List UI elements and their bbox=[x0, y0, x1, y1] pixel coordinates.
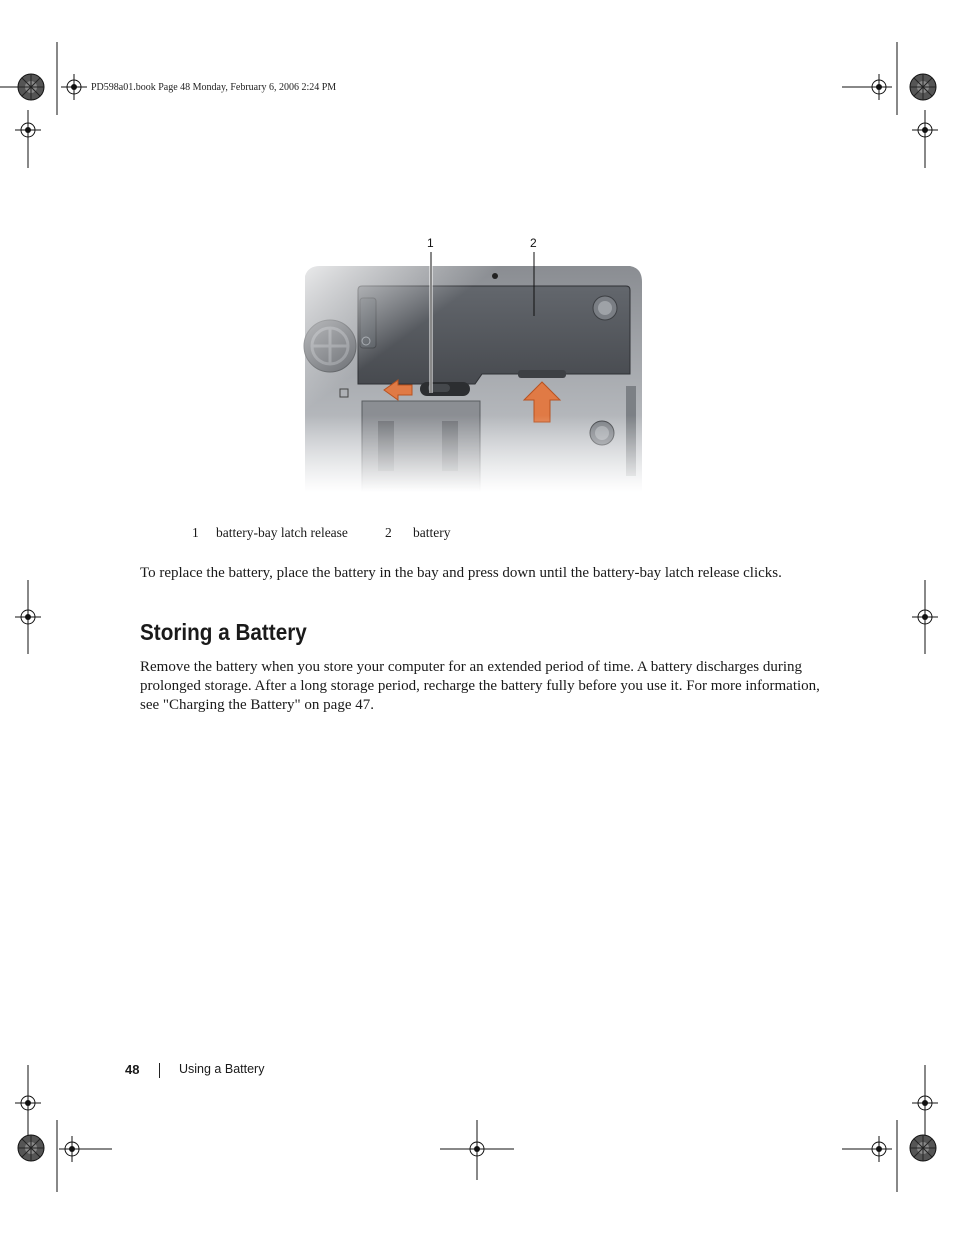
replace-battery-paragraph: To replace the battery, place the battery in the bay and press down until the battery-bay latch release clicks. bbox=[140, 565, 782, 581]
footer-separator bbox=[159, 1063, 160, 1078]
legend-label-1: battery-bay latch release bbox=[216, 525, 348, 540]
callout-1: 1 bbox=[427, 236, 434, 250]
legend-label-2: battery bbox=[413, 525, 451, 540]
storing-battery-paragraph: Remove the battery when you store your computer for an extended period of time. A battery discharges during prolonged storage. After a long storage period, recharge the battery fully before you use it. For more information, see "Charging the Battery" on page 47. bbox=[140, 659, 820, 713]
footer-chapter-title: Using a Battery bbox=[179, 1062, 265, 1076]
battery-figure bbox=[300, 236, 645, 492]
legend-number-1: 1 bbox=[192, 525, 199, 540]
callout-2: 2 bbox=[530, 236, 537, 250]
slug-line: PD598a01.book Page 48 Monday, February 6, 2006 2:24 PM bbox=[91, 82, 337, 93]
laptop-underside-illustration bbox=[300, 236, 645, 492]
section-heading: Storing a Battery bbox=[140, 619, 307, 645]
legend-number-2: 2 bbox=[385, 525, 392, 540]
page-number: 48 bbox=[125, 1062, 140, 1077]
